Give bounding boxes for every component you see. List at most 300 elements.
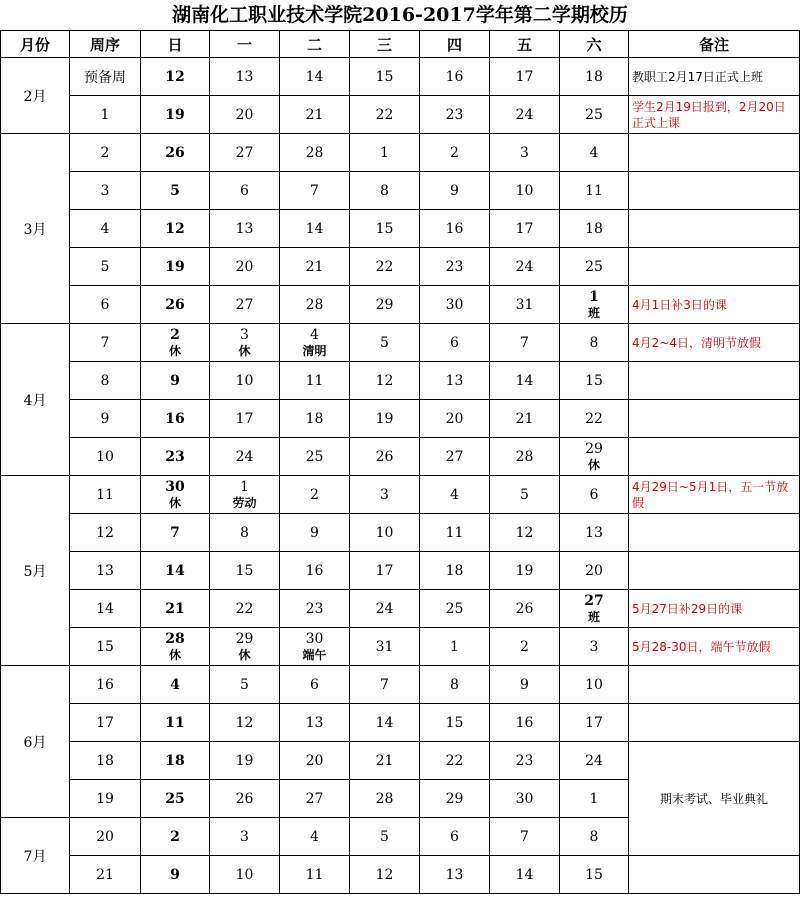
- page-title: 湖南化工职业技术学院2016-2017学年第二学期校历: [172, 4, 628, 26]
- notes-cell: [629, 438, 800, 476]
- day-cell: [141, 58, 210, 96]
- day-cell: [280, 514, 350, 552]
- day-cell: [350, 438, 420, 476]
- day-cell: [560, 400, 629, 438]
- day-cell: [420, 552, 490, 590]
- day-number: 17: [515, 220, 534, 237]
- day-number: 9: [170, 866, 180, 883]
- notes-cell: [629, 514, 800, 552]
- day-number: 24: [515, 258, 534, 275]
- table-row: [1, 172, 800, 210]
- day-cell: [210, 210, 280, 248]
- day-cell: [280, 210, 350, 248]
- day-number: 9: [310, 524, 319, 541]
- day-number: 28: [375, 790, 394, 807]
- day-number: 29: [235, 630, 254, 647]
- notes-cell: 4月29日~5月1日，五一节放假: [629, 476, 800, 514]
- day-cell: [280, 324, 350, 362]
- day-cell: [350, 210, 420, 248]
- table-row: [1, 476, 800, 514]
- day-number: 14: [305, 220, 324, 237]
- day-number: 31: [515, 296, 534, 313]
- day-number: 15: [585, 866, 603, 883]
- day-number: 23: [515, 752, 534, 769]
- day-number: 2: [170, 326, 180, 343]
- week-cell: 4: [70, 210, 141, 248]
- day-number: 7: [520, 334, 529, 351]
- day-number: 18: [585, 220, 603, 237]
- week-cell: 预备周: [70, 58, 141, 96]
- day-cell: [420, 96, 490, 134]
- day-number: 21: [305, 258, 324, 275]
- month-cell: 4月: [1, 324, 70, 476]
- day-number: 17: [515, 68, 534, 85]
- day-number: 21: [165, 600, 185, 617]
- day-number: 29: [585, 440, 603, 457]
- day-number: 8: [589, 334, 599, 351]
- day-cell: [350, 58, 420, 96]
- day-cell: [350, 628, 420, 666]
- day-cell: [560, 324, 629, 362]
- week-cell: 17: [70, 704, 141, 742]
- day-status-label: 休: [168, 343, 181, 358]
- notes-cell: [629, 172, 800, 210]
- day-number: 8: [450, 676, 459, 693]
- day-cell: [280, 96, 350, 134]
- day-cell: [210, 286, 280, 324]
- day-status-label: 班: [587, 305, 600, 320]
- day-cell: [490, 362, 560, 400]
- day-number: 12: [235, 714, 254, 731]
- day-number: 16: [445, 68, 464, 85]
- day-status-label: 休: [168, 495, 181, 510]
- day-number: 5: [380, 828, 389, 845]
- day-number: 15: [445, 714, 464, 731]
- day-cell: [420, 666, 490, 704]
- day-number: 1: [589, 288, 599, 305]
- day-number: 28: [305, 296, 324, 313]
- day-number: 11: [445, 524, 464, 541]
- week-cell: 8: [70, 362, 141, 400]
- day-cell: [420, 628, 490, 666]
- day-cell: [280, 628, 350, 666]
- day-cell: [490, 134, 560, 172]
- day-number: 10: [585, 676, 603, 693]
- day-cell: [350, 742, 420, 780]
- day-number: 24: [515, 106, 534, 123]
- day-number: 13: [235, 220, 254, 237]
- day-cell: [350, 704, 420, 742]
- notes-cell: 期末考试、毕业典礼: [629, 742, 800, 856]
- day-number: 6: [589, 486, 599, 503]
- day-number: 23: [165, 448, 185, 465]
- day-cell: [141, 742, 210, 780]
- day-number: 20: [235, 258, 254, 275]
- day-cell: [210, 134, 280, 172]
- day-cell: [350, 324, 420, 362]
- day-cell: [141, 704, 210, 742]
- month-cell: 5月: [1, 476, 70, 666]
- day-cell: [490, 248, 560, 286]
- day-number: 13: [445, 372, 464, 389]
- table-row: [1, 286, 800, 324]
- day-number: 3: [520, 144, 529, 161]
- day-cell: [490, 210, 560, 248]
- notes-cell: 4月1日补3日的课: [629, 286, 800, 324]
- day-cell: [420, 818, 490, 856]
- day-cell: [210, 248, 280, 286]
- day-cell: [280, 248, 350, 286]
- day-cell: [490, 58, 560, 96]
- day-cell: [280, 438, 350, 476]
- day-cell: [141, 552, 210, 590]
- header-month: 月份: [1, 31, 70, 58]
- day-cell: [490, 856, 560, 894]
- day-cell: [280, 742, 350, 780]
- day-cell: [350, 514, 420, 552]
- day-cell: [560, 362, 629, 400]
- week-cell: 2: [70, 134, 141, 172]
- day-number: 14: [165, 562, 185, 579]
- table-row: [1, 438, 800, 476]
- day-number: 20: [235, 106, 254, 123]
- day-cell: [490, 324, 560, 362]
- day-cell: [490, 628, 560, 666]
- day-number: 27: [235, 296, 254, 313]
- notes-cell: 5月27日补29日的课: [629, 590, 800, 628]
- day-number: 30: [165, 478, 185, 495]
- day-number: 7: [520, 828, 529, 845]
- week-cell: 1: [70, 96, 141, 134]
- day-number: 11: [305, 372, 324, 389]
- day-number: 14: [375, 714, 394, 731]
- day-status-label: 休: [238, 647, 251, 662]
- day-cell: [280, 590, 350, 628]
- day-number: 18: [305, 410, 324, 427]
- table-row: [1, 856, 800, 894]
- day-number: 16: [305, 562, 324, 579]
- day-number: 18: [585, 68, 603, 85]
- table-row: [1, 514, 800, 552]
- day-number: 4: [310, 326, 319, 343]
- day-number: 12: [515, 524, 534, 541]
- day-number: 9: [520, 676, 529, 693]
- day-cell: [490, 590, 560, 628]
- day-cell: [350, 248, 420, 286]
- day-number: 10: [235, 866, 254, 883]
- day-number: 23: [445, 258, 464, 275]
- day-cell: [141, 476, 210, 514]
- table-row: [1, 210, 800, 248]
- header-row: [1, 31, 800, 58]
- day-cell: [560, 438, 629, 476]
- day-number: 26: [165, 144, 185, 161]
- day-number: 30: [515, 790, 534, 807]
- month-cell: 3月: [1, 134, 70, 324]
- month-cell: 6月: [1, 666, 70, 818]
- day-cell: [210, 818, 280, 856]
- table-row: [1, 58, 800, 96]
- day-number: 15: [375, 220, 394, 237]
- week-cell: 21: [70, 856, 141, 894]
- day-cell: [490, 780, 560, 818]
- day-cell: [141, 400, 210, 438]
- header-notes: 备注: [629, 31, 800, 58]
- day-number: 1: [240, 478, 249, 495]
- day-cell: [350, 172, 420, 210]
- table-row: [1, 134, 800, 172]
- day-number: 2: [450, 144, 459, 161]
- month-cell: 7月: [1, 818, 70, 894]
- day-status-label: 劳动: [232, 495, 257, 510]
- day-number: 21: [305, 106, 324, 123]
- day-number: 20: [445, 410, 464, 427]
- notes-cell: 4月2~4日，清明节放假: [629, 324, 800, 362]
- day-status-label: 休: [168, 647, 181, 662]
- day-number: 31: [375, 638, 394, 655]
- day-cell: [141, 666, 210, 704]
- day-cell: [420, 780, 490, 818]
- day-number: 19: [165, 258, 185, 275]
- week-cell: 15: [70, 628, 141, 666]
- day-status-label: 端午: [302, 647, 327, 662]
- day-cell: [560, 552, 629, 590]
- day-number: 4: [170, 676, 180, 693]
- week-cell: 20: [70, 818, 141, 856]
- day-number: 27: [445, 448, 464, 465]
- day-cell: [420, 514, 490, 552]
- day-number: 8: [240, 524, 249, 541]
- day-number: 3: [240, 326, 249, 343]
- day-number: 9: [170, 372, 180, 389]
- day-number: 15: [235, 562, 254, 579]
- header-thu: 四: [420, 31, 490, 58]
- day-cell: [420, 248, 490, 286]
- day-cell: [210, 400, 280, 438]
- day-cell: [560, 476, 629, 514]
- day-number: 5: [240, 676, 249, 693]
- day-number: 8: [380, 182, 389, 199]
- day-cell: [560, 514, 629, 552]
- notes-cell: [629, 400, 800, 438]
- day-number: 23: [305, 600, 324, 617]
- day-cell: [490, 476, 560, 514]
- day-number: 2: [170, 828, 180, 845]
- calendar-table: [0, 30, 800, 894]
- day-number: 3: [380, 486, 389, 503]
- day-status-label: 清明: [302, 343, 327, 358]
- day-number: 6: [310, 676, 319, 693]
- day-number: 7: [380, 676, 389, 693]
- day-number: 22: [585, 410, 603, 427]
- day-number: 25: [585, 106, 603, 123]
- day-number: 7: [170, 524, 180, 541]
- day-number: 22: [375, 258, 394, 275]
- day-cell: [141, 286, 210, 324]
- day-cell: [210, 704, 280, 742]
- day-number: 19: [165, 106, 185, 123]
- day-cell: [350, 96, 420, 134]
- day-cell: [490, 666, 560, 704]
- day-number: 5: [520, 486, 529, 503]
- day-number: 6: [240, 182, 249, 199]
- day-cell: [420, 704, 490, 742]
- day-number: 24: [585, 752, 603, 769]
- week-cell: 18: [70, 742, 141, 780]
- notes-cell: [629, 134, 800, 172]
- day-number: 26: [375, 448, 394, 465]
- day-number: 25: [165, 790, 185, 807]
- day-cell: [280, 172, 350, 210]
- day-cell: [560, 134, 629, 172]
- day-number: 26: [235, 790, 254, 807]
- table-row: [1, 628, 800, 666]
- day-number: 19: [515, 562, 534, 579]
- day-cell: [210, 552, 280, 590]
- day-cell: [141, 780, 210, 818]
- day-number: 4: [450, 486, 459, 503]
- day-cell: [420, 856, 490, 894]
- day-number: 4: [310, 828, 319, 845]
- day-number: 25: [445, 600, 464, 617]
- day-cell: [280, 400, 350, 438]
- header-fri: 五: [490, 31, 560, 58]
- day-number: 27: [584, 592, 604, 609]
- day-number: 10: [515, 182, 534, 199]
- day-cell: [350, 286, 420, 324]
- day-status-label: 休: [587, 457, 600, 472]
- day-number: 25: [305, 448, 324, 465]
- day-cell: [280, 552, 350, 590]
- day-cell: [560, 210, 629, 248]
- day-number: 6: [450, 828, 459, 845]
- day-number: 20: [305, 752, 324, 769]
- day-cell: [141, 514, 210, 552]
- day-number: 21: [375, 752, 394, 769]
- day-cell: [210, 590, 280, 628]
- day-cell: [280, 58, 350, 96]
- table-row: [1, 742, 800, 780]
- day-number: 17: [585, 714, 603, 731]
- day-status-label: 班: [587, 609, 600, 624]
- day-number: 29: [375, 296, 394, 313]
- week-cell: 3: [70, 172, 141, 210]
- week-cell: 12: [70, 514, 141, 552]
- day-cell: [420, 590, 490, 628]
- day-number: 2: [520, 638, 529, 655]
- day-cell: [420, 210, 490, 248]
- day-number: 12: [375, 372, 394, 389]
- day-cell: [141, 628, 210, 666]
- day-cell: [141, 134, 210, 172]
- day-cell: [420, 134, 490, 172]
- day-number: 16: [165, 410, 185, 427]
- day-cell: [141, 172, 210, 210]
- day-number: 19: [375, 410, 394, 427]
- day-cell: [210, 856, 280, 894]
- header-sun: 日: [141, 31, 210, 58]
- day-number: 7: [310, 182, 319, 199]
- day-number: 2: [310, 486, 319, 503]
- day-number: 3: [240, 828, 249, 845]
- week-cell: 9: [70, 400, 141, 438]
- notes-cell: [629, 704, 800, 742]
- day-cell: [141, 856, 210, 894]
- day-cell: [490, 704, 560, 742]
- week-cell: 16: [70, 666, 141, 704]
- day-number: 17: [235, 410, 254, 427]
- day-number: 1: [450, 638, 459, 655]
- day-number: 22: [235, 600, 254, 617]
- notes-cell: [629, 552, 800, 590]
- day-number: 18: [165, 752, 185, 769]
- week-cell: 6: [70, 286, 141, 324]
- day-number: 17: [375, 562, 394, 579]
- day-cell: [560, 172, 629, 210]
- day-cell: [210, 666, 280, 704]
- day-number: 14: [515, 866, 534, 883]
- table-row: [1, 552, 800, 590]
- day-number: 14: [515, 372, 534, 389]
- day-cell: [141, 362, 210, 400]
- day-cell: [210, 324, 280, 362]
- day-number: 30: [445, 296, 464, 313]
- table-row: [1, 324, 800, 362]
- day-cell: [210, 172, 280, 210]
- day-number: 19: [235, 752, 254, 769]
- table-row: [1, 704, 800, 742]
- day-number: 12: [375, 866, 394, 883]
- day-cell: [560, 248, 629, 286]
- week-cell: 5: [70, 248, 141, 286]
- day-number: 11: [305, 866, 324, 883]
- notes-cell: [629, 248, 800, 286]
- day-number: 13: [445, 866, 464, 883]
- day-cell: [560, 590, 629, 628]
- day-cell: [420, 476, 490, 514]
- day-cell: [210, 476, 280, 514]
- day-number: 15: [375, 68, 394, 85]
- day-cell: [350, 856, 420, 894]
- day-number: 12: [165, 220, 185, 237]
- day-cell: [490, 96, 560, 134]
- day-number: 27: [235, 144, 254, 161]
- day-cell: [490, 400, 560, 438]
- day-cell: [141, 590, 210, 628]
- header-week: 周序: [70, 31, 141, 58]
- day-cell: [210, 742, 280, 780]
- day-number: 1: [380, 144, 389, 161]
- notes-cell: [629, 666, 800, 704]
- notes-cell: [629, 856, 800, 894]
- day-cell: [350, 134, 420, 172]
- day-cell: [280, 286, 350, 324]
- day-number: 21: [515, 410, 534, 427]
- week-cell: 7: [70, 324, 141, 362]
- day-number: 28: [165, 630, 185, 647]
- day-number: 30: [305, 630, 324, 647]
- week-cell: 10: [70, 438, 141, 476]
- day-cell: [350, 552, 420, 590]
- day-cell: [490, 552, 560, 590]
- day-cell: [560, 742, 629, 780]
- day-cell: [141, 248, 210, 286]
- day-number: 26: [165, 296, 185, 313]
- day-number: 13: [305, 714, 324, 731]
- day-cell: [210, 438, 280, 476]
- day-cell: [141, 210, 210, 248]
- day-number: 13: [585, 524, 603, 541]
